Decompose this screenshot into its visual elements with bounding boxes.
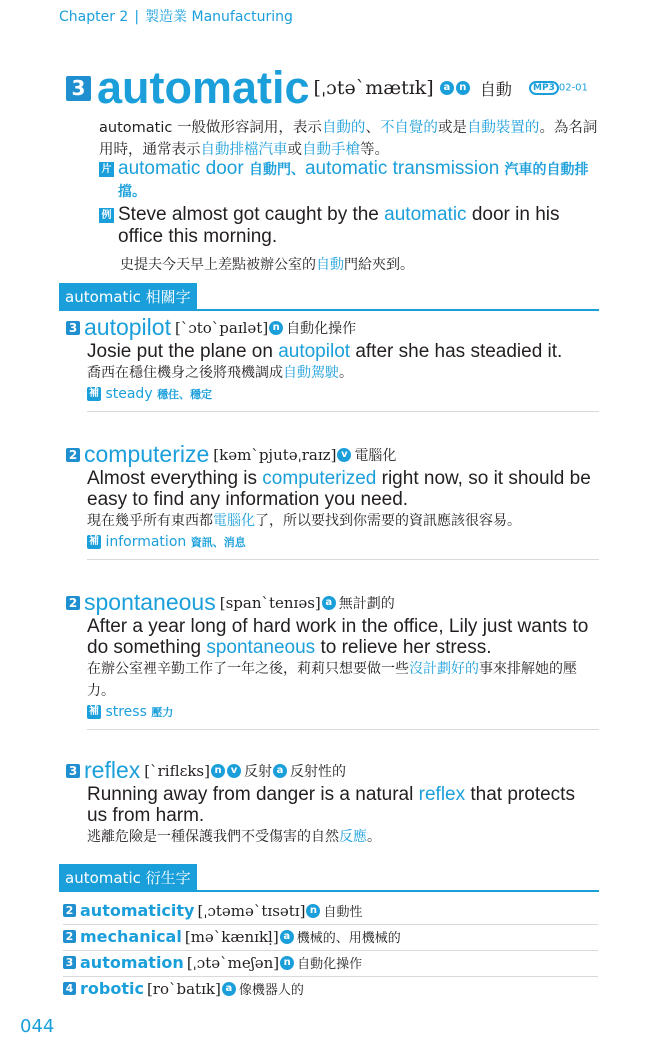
chapter-title: 製造業 Manufacturing — [145, 9, 293, 25]
pos-v-icon: v — [337, 448, 351, 462]
chapter-header — [59, 6, 293, 26]
entry-divider — [87, 411, 599, 412]
entry-head — [66, 441, 599, 468]
section-rule — [59, 890, 599, 892]
pos-v-icon: v — [227, 764, 241, 778]
example-en-run: after she has steadied it. — [350, 341, 563, 362]
derived-ipa: [məˋkænɪkḷ] — [184, 927, 279, 946]
entry-ipa: [ˋriflɛks] — [144, 761, 210, 780]
example-zh-run: 反應 — [339, 829, 367, 845]
phrase-2-zh: 汽車的自動排擋。 — [118, 161, 589, 199]
supplement-zh: 穩住、穩定 — [157, 388, 213, 401]
mp3-icon[interactable]: MP3 — [529, 81, 559, 95]
supplement-word: stress — [101, 704, 152, 720]
main-ipa: [ˌɔtəˋmætɪk] — [313, 77, 434, 99]
supplement-word: information — [101, 534, 191, 550]
example-en-run: to relieve her stress. — [315, 637, 492, 658]
derived-entry-mechanical — [63, 926, 598, 951]
example-zh-run: 沒計劃好的 — [409, 661, 479, 677]
example-keyword: automatic — [384, 204, 467, 225]
derived-word: automation — [80, 953, 184, 972]
entry-meaning: 反射 — [244, 763, 272, 780]
derived-meaning: 自動化操作 — [297, 957, 363, 972]
example-zh-run: 逃離危險是一種保護我們不受傷害的自然 — [87, 829, 339, 845]
example-en — [87, 616, 599, 658]
derived-meaning: 像機器人的 — [238, 983, 304, 998]
example-zh-run: 。 — [339, 365, 353, 381]
example-en-run: After a year long of hard work in the office, Lily just wants to do something — [87, 616, 589, 658]
supplement-word: steady — [101, 386, 158, 402]
phrase-line — [99, 158, 599, 202]
pos-n-icon: n — [306, 904, 320, 918]
example-zh-run: 自動駕駛 — [283, 365, 339, 381]
example-zh-run: 事來排解她的壓力。 — [87, 661, 577, 699]
description-run: 不自覺的 — [379, 120, 438, 136]
level-badge: 2 — [66, 448, 80, 462]
example-zh-run: 。 — [367, 829, 381, 845]
main-word: automatic — [97, 62, 310, 113]
level-badge: 3 — [66, 321, 80, 335]
page-number: 044 — [20, 1016, 55, 1037]
derived-word: robotic — [80, 979, 144, 998]
example-en-run: Running away from danger is a natural — [87, 784, 419, 805]
level-badge: 2 — [66, 596, 80, 610]
related-entry-computerize — [66, 441, 599, 560]
derived-ipa: [roˋbatɪk] — [146, 979, 221, 998]
derived-section-title: automatic 衍生字 — [59, 864, 197, 892]
entry-word: autopilot — [84, 314, 171, 340]
description-run: 等。 — [360, 142, 389, 158]
example-en-run: autopilot — [278, 341, 351, 362]
entry-head — [66, 314, 599, 341]
supplement-tag-icon: 補 — [89, 536, 99, 547]
example-post: door in his office this morning. — [118, 204, 560, 247]
pos-a-icon: a — [273, 764, 287, 778]
entry-meaning: 自動化操作 — [286, 320, 357, 337]
pos-a-icon: a — [222, 982, 236, 996]
example-zh-run: 了，所以要找到你需要的資訊應該很容易。 — [255, 513, 521, 529]
entry-meaning: 電腦化 — [354, 447, 397, 464]
entry-ipa: [spanˋtenɪəs] — [219, 593, 321, 612]
description-run: 、 — [365, 120, 380, 136]
example-zh — [87, 362, 599, 384]
entry-head — [66, 589, 599, 616]
example-zh — [87, 658, 599, 702]
supplement-zh: 壓力 — [151, 706, 174, 719]
derived-entry-automation — [63, 952, 598, 977]
phrase-1-zh: 自動門 — [248, 161, 291, 177]
main-word-row — [66, 62, 626, 118]
level-badge: 3 — [63, 956, 76, 969]
entry-divider — [87, 729, 599, 730]
derived-meaning: 自動性 — [323, 905, 363, 920]
example-zh — [87, 826, 599, 848]
example-en-run: Almost everything is — [87, 468, 263, 489]
example-en — [87, 468, 599, 510]
description-run: 自動手槍 — [302, 142, 360, 158]
chapter-label: Chapter 2 — [59, 9, 129, 25]
description-run: 自動裝置的 — [466, 120, 540, 136]
example-zh-pre: 史提夫今天早上差點被辦公室的 — [120, 257, 316, 273]
derived-entry-robotic — [63, 978, 598, 1002]
example-en-run: reflex — [418, 784, 466, 805]
entry-ipa: [ˋɔtoˋpaɪlət] — [174, 318, 269, 337]
entry-divider — [87, 559, 599, 560]
supplement — [87, 702, 599, 723]
level-badge: 4 — [63, 982, 76, 995]
description-run: 自動的 — [321, 120, 366, 136]
pos-a-icon: a — [280, 930, 294, 944]
description-run: automatic 一般做形容詞用，表示 — [99, 120, 322, 136]
related-entry-autopilot — [66, 314, 599, 412]
entry-word: spontaneous — [84, 589, 216, 615]
example-pre: Steve almost got caught by the — [118, 204, 385, 225]
level-badge: 2 — [63, 930, 76, 943]
related-section-title: automatic 相關字 — [59, 283, 197, 311]
pos-a-icon: a — [322, 596, 336, 610]
example-en-run: spontaneous — [206, 637, 316, 658]
example-zh-run: 現在幾乎所有東西都 — [87, 513, 213, 529]
derived-entry-automaticity — [63, 900, 598, 925]
example-en-run: right now, so it should be easy to find any information you need. — [87, 468, 591, 510]
related-entry-spontaneous — [66, 589, 599, 730]
example-translation — [120, 254, 414, 274]
example-zh-run: 在辦公室裡辛勤工作了一年之後，莉莉只想要做一些 — [87, 661, 409, 677]
mp3-track: 02-01 — [558, 82, 588, 94]
section-rule — [59, 309, 599, 311]
derived-ipa: [ˌɔtəməˋtɪsətɪ] — [197, 901, 306, 920]
main-meaning: 自動 — [479, 79, 512, 99]
entry-head — [66, 757, 599, 784]
related-entry-reflex — [66, 757, 599, 848]
entry-word: reflex — [84, 757, 141, 783]
supplement — [87, 532, 599, 553]
example-en — [87, 341, 599, 362]
entry-meaning-2: 反射性的 — [290, 763, 346, 780]
example-zh-keyword: 自動 — [316, 257, 344, 273]
pos-adjective-icon: a — [440, 81, 454, 95]
pos-n-icon: n — [269, 321, 283, 335]
entry-word: computerize — [84, 441, 210, 467]
description-run: 自動排檔汽車 — [200, 142, 288, 158]
pos-n-icon: n — [280, 956, 294, 970]
example-en-run: computerized — [262, 468, 377, 489]
example-zh-post: 門給夾到。 — [344, 257, 414, 273]
level-badge: 2 — [63, 904, 76, 917]
example-en-run: that protects us from harm. — [87, 784, 575, 826]
example-en — [87, 784, 599, 826]
example-zh — [87, 510, 599, 532]
level-badge: 3 — [66, 764, 80, 778]
description-run: 。為名詞用時，通常表示 — [99, 120, 598, 158]
example-zh-run: 喬西在穩住機身之後將飛機調成 — [87, 365, 283, 381]
entry-ipa: [kəmˋpjutəˌraɪz] — [213, 445, 337, 464]
example-zh-run: 電腦化 — [213, 513, 255, 529]
description-run: 或是 — [437, 120, 467, 136]
entry-meaning: 無計劃的 — [338, 595, 395, 612]
related-section-header — [59, 283, 599, 311]
derived-meaning: 機械的、用機械的 — [296, 931, 401, 946]
phrase-1: automatic door — [118, 158, 249, 179]
phrase-separator: 、 — [290, 161, 305, 177]
supplement-zh: 資訊、消息 — [190, 536, 246, 549]
supplement-tag-icon: 補 — [89, 388, 99, 399]
derived-word: mechanical — [80, 927, 182, 946]
header-separator: | — [134, 9, 140, 25]
example-line — [99, 204, 599, 248]
phrase-tag-icon: 片 — [99, 162, 114, 177]
derived-ipa: [ˌɔtəˋmeʃən] — [186, 953, 280, 972]
main-description — [99, 117, 598, 161]
supplement — [87, 384, 599, 405]
example-tag-icon: 例 — [99, 208, 114, 223]
example-en-run: Josie put the plane on — [87, 341, 279, 362]
derived-word: automaticity — [80, 901, 195, 920]
derived-section-header — [59, 864, 599, 892]
pos-n-icon: n — [211, 764, 225, 778]
phrase-2: automatic transmission — [304, 158, 505, 179]
level-badge: 3 — [66, 76, 91, 101]
pos-noun-icon: n — [456, 81, 470, 95]
description-run: 或 — [287, 142, 302, 158]
supplement-tag-icon: 補 — [89, 706, 99, 717]
